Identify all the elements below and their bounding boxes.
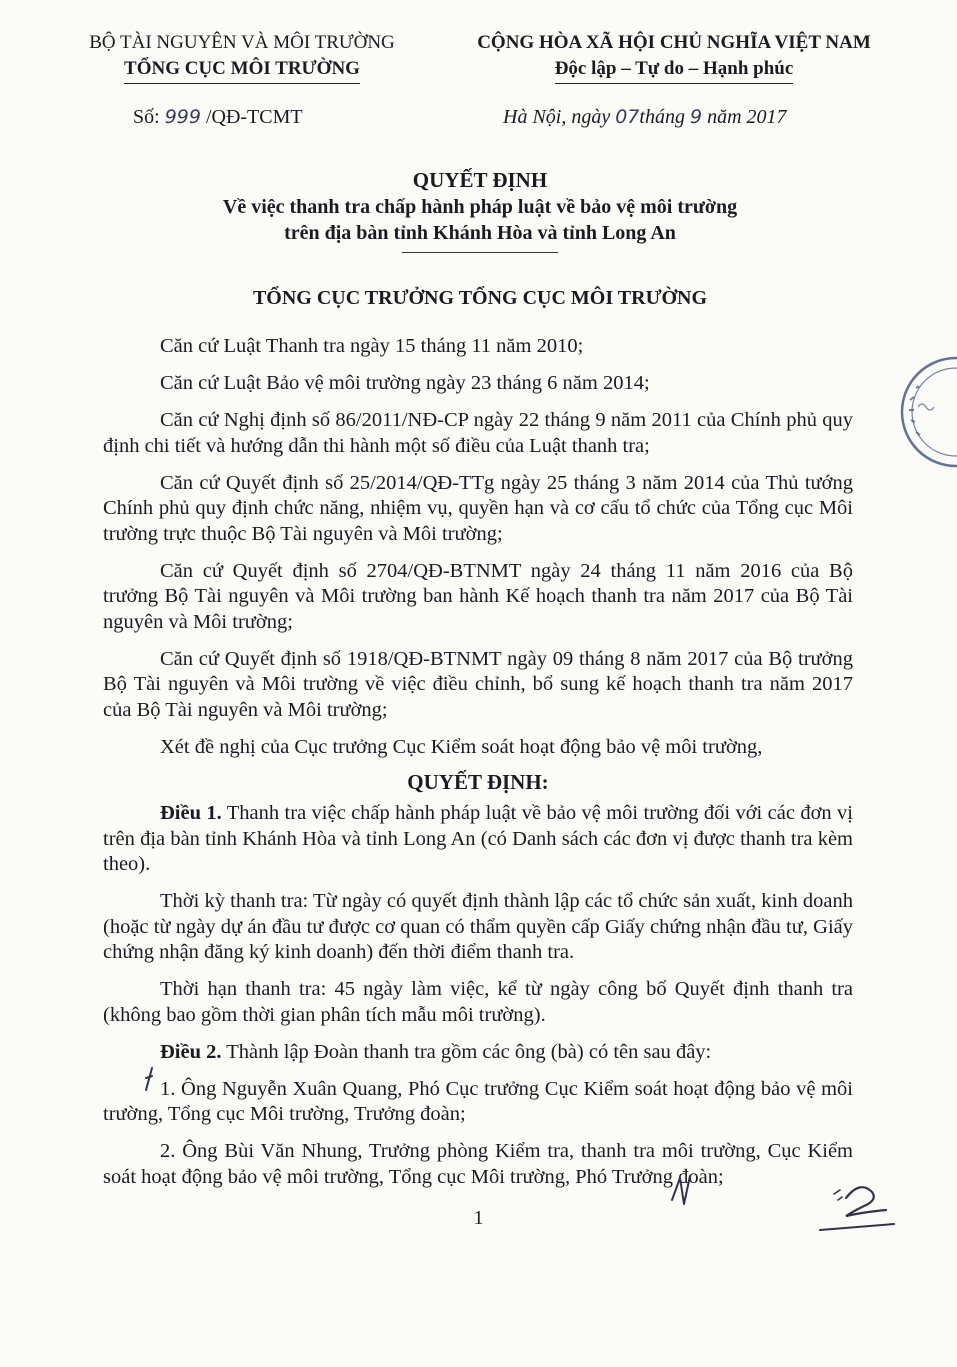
handwritten-number: 999 <box>164 106 201 128</box>
place-and-date: Hà Nội, ngày 07tháng 9 năm 2017 <box>503 106 787 128</box>
handwritten-initials-icon <box>668 1170 704 1210</box>
document-title <box>100 166 860 253</box>
article-2 <box>103 1040 853 1066</box>
handwritten-day: 07 <box>615 106 640 128</box>
document-body <box>103 334 853 1202</box>
circular-seal-icon <box>896 352 957 472</box>
national-header <box>440 30 908 84</box>
document-number: Số: 999 /QĐ-TCMT <box>133 106 303 128</box>
title-divider <box>402 252 558 253</box>
proposal-basis: Xét đề nghị của Cục trưởng Cục Kiểm soát hoạt động bảo vệ môi trường, <box>160 735 763 758</box>
page-number: 1 <box>473 1207 484 1229</box>
inspection-duration: Thời hạn thanh tra: 45 ngày làm việc, kể từ ngày công bố Quyết định thanh tra (không bao gồm thời gian phân tích mẫu môi trường). <box>103 978 853 1026</box>
title-line-2: trên địa bàn tỉnh Khánh Hòa và tỉnh Long An <box>284 222 676 244</box>
team-member-1: 1. Ông Nguyễn Xuân Quang, Phó Cục trưởng Cục Kiểm soát hoạt động bảo vệ môi trường, Tổng cục Môi trường, Trưởng đoàn; <box>103 1077 853 1125</box>
article-1-label: Điều 1. <box>160 802 222 824</box>
legal-basis-5: Căn cứ Quyết định số 2704/QĐ-BTNMT ngày 24 tháng 11 năm 2016 của Bộ trưởng Bộ Tài nguyên và Môi trường ban hành Kế hoạch thanh tra năm 2017 của Bộ Tài nguyên và Môi trường; <box>103 559 853 633</box>
agency-name: TỔNG CỤC MÔI TRƯỜNG <box>124 56 360 84</box>
inspection-period: Thời kỳ thanh tra: Từ ngày có quyết định thành lập các tổ chức sản xuất, kinh doanh (hoặc từ ngày dự án đầu tư được cơ quan có thẩm quyền cấp Giấy chứng nhận đầu tư, Giấy chứng nhận đăng ký kinh doanh) đến thời điểm thanh tra. <box>103 890 853 963</box>
legal-basis-2: Căn cứ Luật Bảo vệ môi trường ngày 23 tháng 6 năm 2014; <box>160 372 650 394</box>
national-motto: Độc lập – Tự do – Hạnh phúc <box>555 56 794 84</box>
article-1-text: Thanh tra việc chấp hành pháp luật về bảo vệ môi trường đối với các đơn vị trên địa bàn tỉnh Khánh Hòa và tỉnh Long An (có Danh sách các đơn vị được thanh tra kèm theo). <box>103 802 853 875</box>
legal-basis-6: Căn cứ Quyết định số 1918/QĐ-BTNMT ngày 09 tháng 8 năm 2017 của Bộ trưởng Bộ Tài nguyên và Môi trường về việc điều chỉnh, bổ sung kế hoạch thanh tra năm 2017 của Bộ Tài nguyên và Môi trường; <box>103 647 853 721</box>
title-line-1: Về việc thanh tra chấp hành pháp luật về bảo vệ môi trường <box>222 196 738 218</box>
article-2-label: Điều 2. <box>160 1040 222 1063</box>
issuing-agency-header <box>62 30 422 84</box>
legal-basis-3: Căn cứ Nghị định số 86/2011/NĐ-CP ngày 22 tháng 9 năm 2011 của Chính phủ quy định chi tiết và hướng dẫn thi hành một số điều của Luật thanh tra; <box>103 409 853 457</box>
team-member-2: 2. Ông Bùi Văn Nhung, Trưởng phòng Kiểm tra, thanh tra môi trường, Cục Kiểm soát hoạt động bảo vệ môi trường, Tổng cục Môi trường, Phó Trưởng đoàn; <box>103 1140 853 1188</box>
title-heading: QUYẾT ĐỊNH <box>412 168 548 192</box>
handwritten-signature-icon <box>812 1172 902 1238</box>
article-1 <box>103 801 853 878</box>
handwritten-month: 9 <box>689 106 703 128</box>
ministry-name: BỘ TÀI NGUYÊN VÀ MÔI TRƯỜNG <box>89 32 395 53</box>
decision-heading: QUYẾT ĐỊNH: <box>407 769 549 794</box>
legal-basis-4: Căn cứ Quyết định số 25/2014/QĐ-TTg ngày 25 tháng 3 năm 2014 của Thủ tướng Chính phủ quy định chức năng, nhiệm vụ, quyền hạn và cơ cấu tổ chức của Tổng cục Môi trường trực thuộc Bộ Tài nguyên và Môi trường; <box>103 471 853 545</box>
handwritten-mark-icon <box>138 1066 162 1094</box>
republic-name: CỘNG HÒA XÃ HỘI CHỦ NGHĨA VIỆT NAM <box>477 32 871 53</box>
article-2-text: Thành lập Đoàn thanh tra gồm các ông (bà) có tên sau đây: <box>221 1040 712 1063</box>
issuing-authority: TỔNG CỤC TRƯỞNG TỔNG CỤC MÔI TRƯỜNG <box>252 287 708 309</box>
legal-basis-1: Căn cứ Luật Thanh tra ngày 15 tháng 11 năm 2010; <box>160 335 584 357</box>
